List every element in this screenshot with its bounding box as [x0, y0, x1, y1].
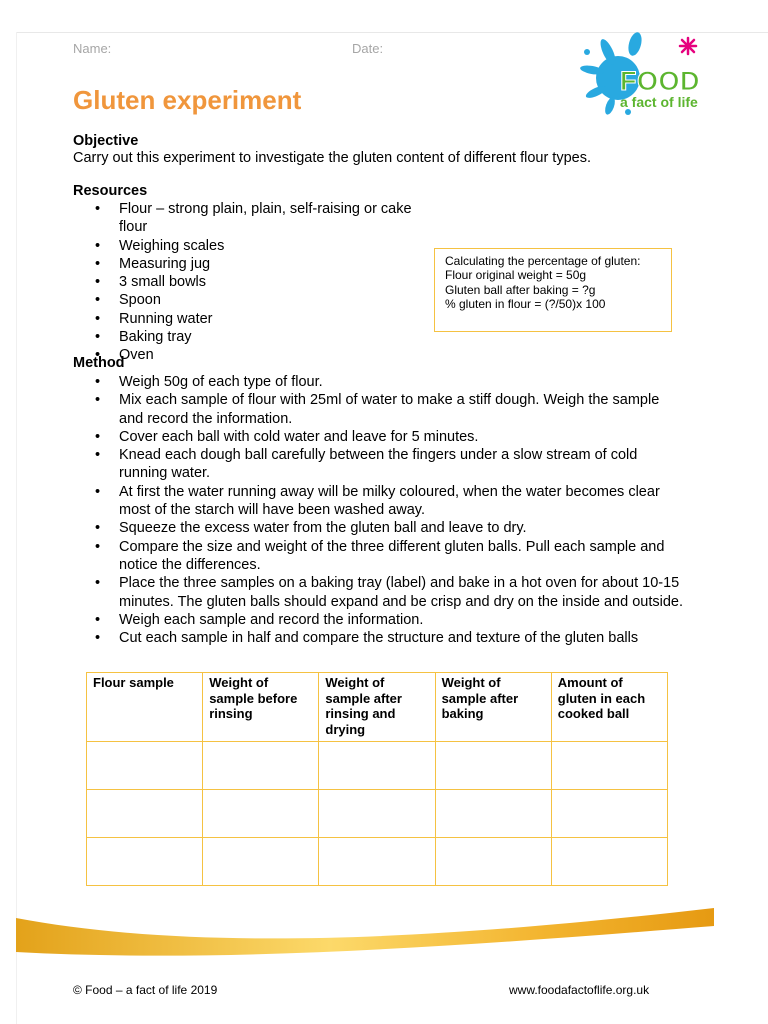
list-item: • Baking tray — [73, 328, 433, 346]
column-header: Flour sample — [87, 673, 203, 742]
resources-list — [73, 200, 433, 365]
objective-heading: Objective — [73, 133, 139, 149]
method-list — [73, 373, 683, 647]
list-item: • Running water — [73, 310, 433, 328]
table-cell — [87, 790, 203, 838]
footer-website-link[interactable]: www.foodafactoflife.org.uk — [509, 983, 650, 997]
calc-line: Gluten ball after baking = ?g — [445, 282, 596, 297]
list-item: • Compare the size and weight of the three different gluten balls. Pull each sample and notice the differences. — [73, 538, 683, 575]
table-row — [87, 838, 668, 886]
list-item: • Spoon — [73, 291, 433, 309]
list-item: • Oven — [73, 346, 433, 364]
page-edge — [16, 32, 17, 1024]
list-item: • Mix each sample of flour with 25ml of water to make a stiff dough. Weigh the sample and record the information. — [73, 391, 683, 428]
gluten-calculation-box — [434, 248, 672, 332]
table-cell — [203, 838, 319, 886]
table-cell — [435, 742, 551, 790]
column-header: Weight of sample before rinsing — [203, 673, 319, 742]
list-item: • Knead each dough ball carefully between the fingers under a slow stream of cold running water. — [73, 446, 683, 483]
column-header: Weight of sample after baking — [435, 673, 551, 742]
table-cell — [319, 790, 435, 838]
column-header: Weight of sample after rinsing and drying — [319, 673, 435, 742]
list-item: • Measuring jug — [73, 255, 433, 273]
method-heading: Method — [73, 355, 125, 371]
date-label: Date: — [352, 41, 384, 56]
page-title: Gluten experiment — [73, 85, 302, 115]
calc-line: % gluten in flour = (?/50)x 100 — [445, 296, 606, 311]
name-label: Name: — [73, 41, 112, 56]
table-cell — [87, 838, 203, 886]
list-item: • Weigh 50g of each type of flour. — [73, 373, 683, 391]
column-header: Amount of gluten in each cooked ball — [551, 673, 667, 742]
logo-word: FOOD — [620, 66, 700, 96]
results-table — [86, 672, 668, 886]
list-item: • At first the water running away will be milky coloured, when the water becomes clear most of the starch will have been washed away. — [73, 483, 683, 520]
objective-text: Carry out this experiment to investigate the gluten content of different flour types. — [73, 150, 591, 166]
table-cell — [551, 790, 667, 838]
list-item: • Weigh each sample and record the information. — [73, 611, 683, 629]
table-cell — [203, 790, 319, 838]
food-a-fact-of-life-logo — [580, 30, 710, 125]
list-item: • Cover each ball with cold water and leave for 5 minutes. — [73, 428, 683, 446]
table-row — [87, 790, 668, 838]
logo-tagline: a fact of life — [620, 94, 698, 110]
list-item: • Weighing scales — [73, 237, 433, 255]
footer-copyright: © Food – a fact of life 2019 — [73, 983, 218, 997]
table-cell — [319, 742, 435, 790]
calc-line: Flour original weight = 50g — [445, 268, 587, 283]
table-cell — [435, 790, 551, 838]
decorative-swoosh — [16, 900, 714, 970]
table-cell — [319, 838, 435, 886]
table-cell — [551, 742, 667, 790]
resources-heading: Resources — [73, 183, 148, 199]
table-cell — [203, 742, 319, 790]
list-item: • Flour – strong plain, plain, self-raising or cake flour — [73, 200, 433, 237]
table-cell — [435, 838, 551, 886]
list-item: • Squeeze the excess water from the gluten ball and leave to dry. — [73, 519, 683, 537]
calc-line: Calculating the percentage of gluten: — [445, 254, 641, 268]
table-cell — [87, 742, 203, 790]
list-item: • Place the three samples on a baking tray (label) and bake in a hot oven for about 10-15 minutes. The gluten balls should expand and be crisp and dry on the inside and outside. — [73, 574, 683, 611]
table-row — [87, 742, 668, 790]
table-header-row — [87, 673, 668, 742]
list-item: • 3 small bowls — [73, 273, 433, 291]
list-item: • Cut each sample in half and compare the structure and texture of the gluten balls — [73, 629, 683, 647]
table-cell — [551, 838, 667, 886]
